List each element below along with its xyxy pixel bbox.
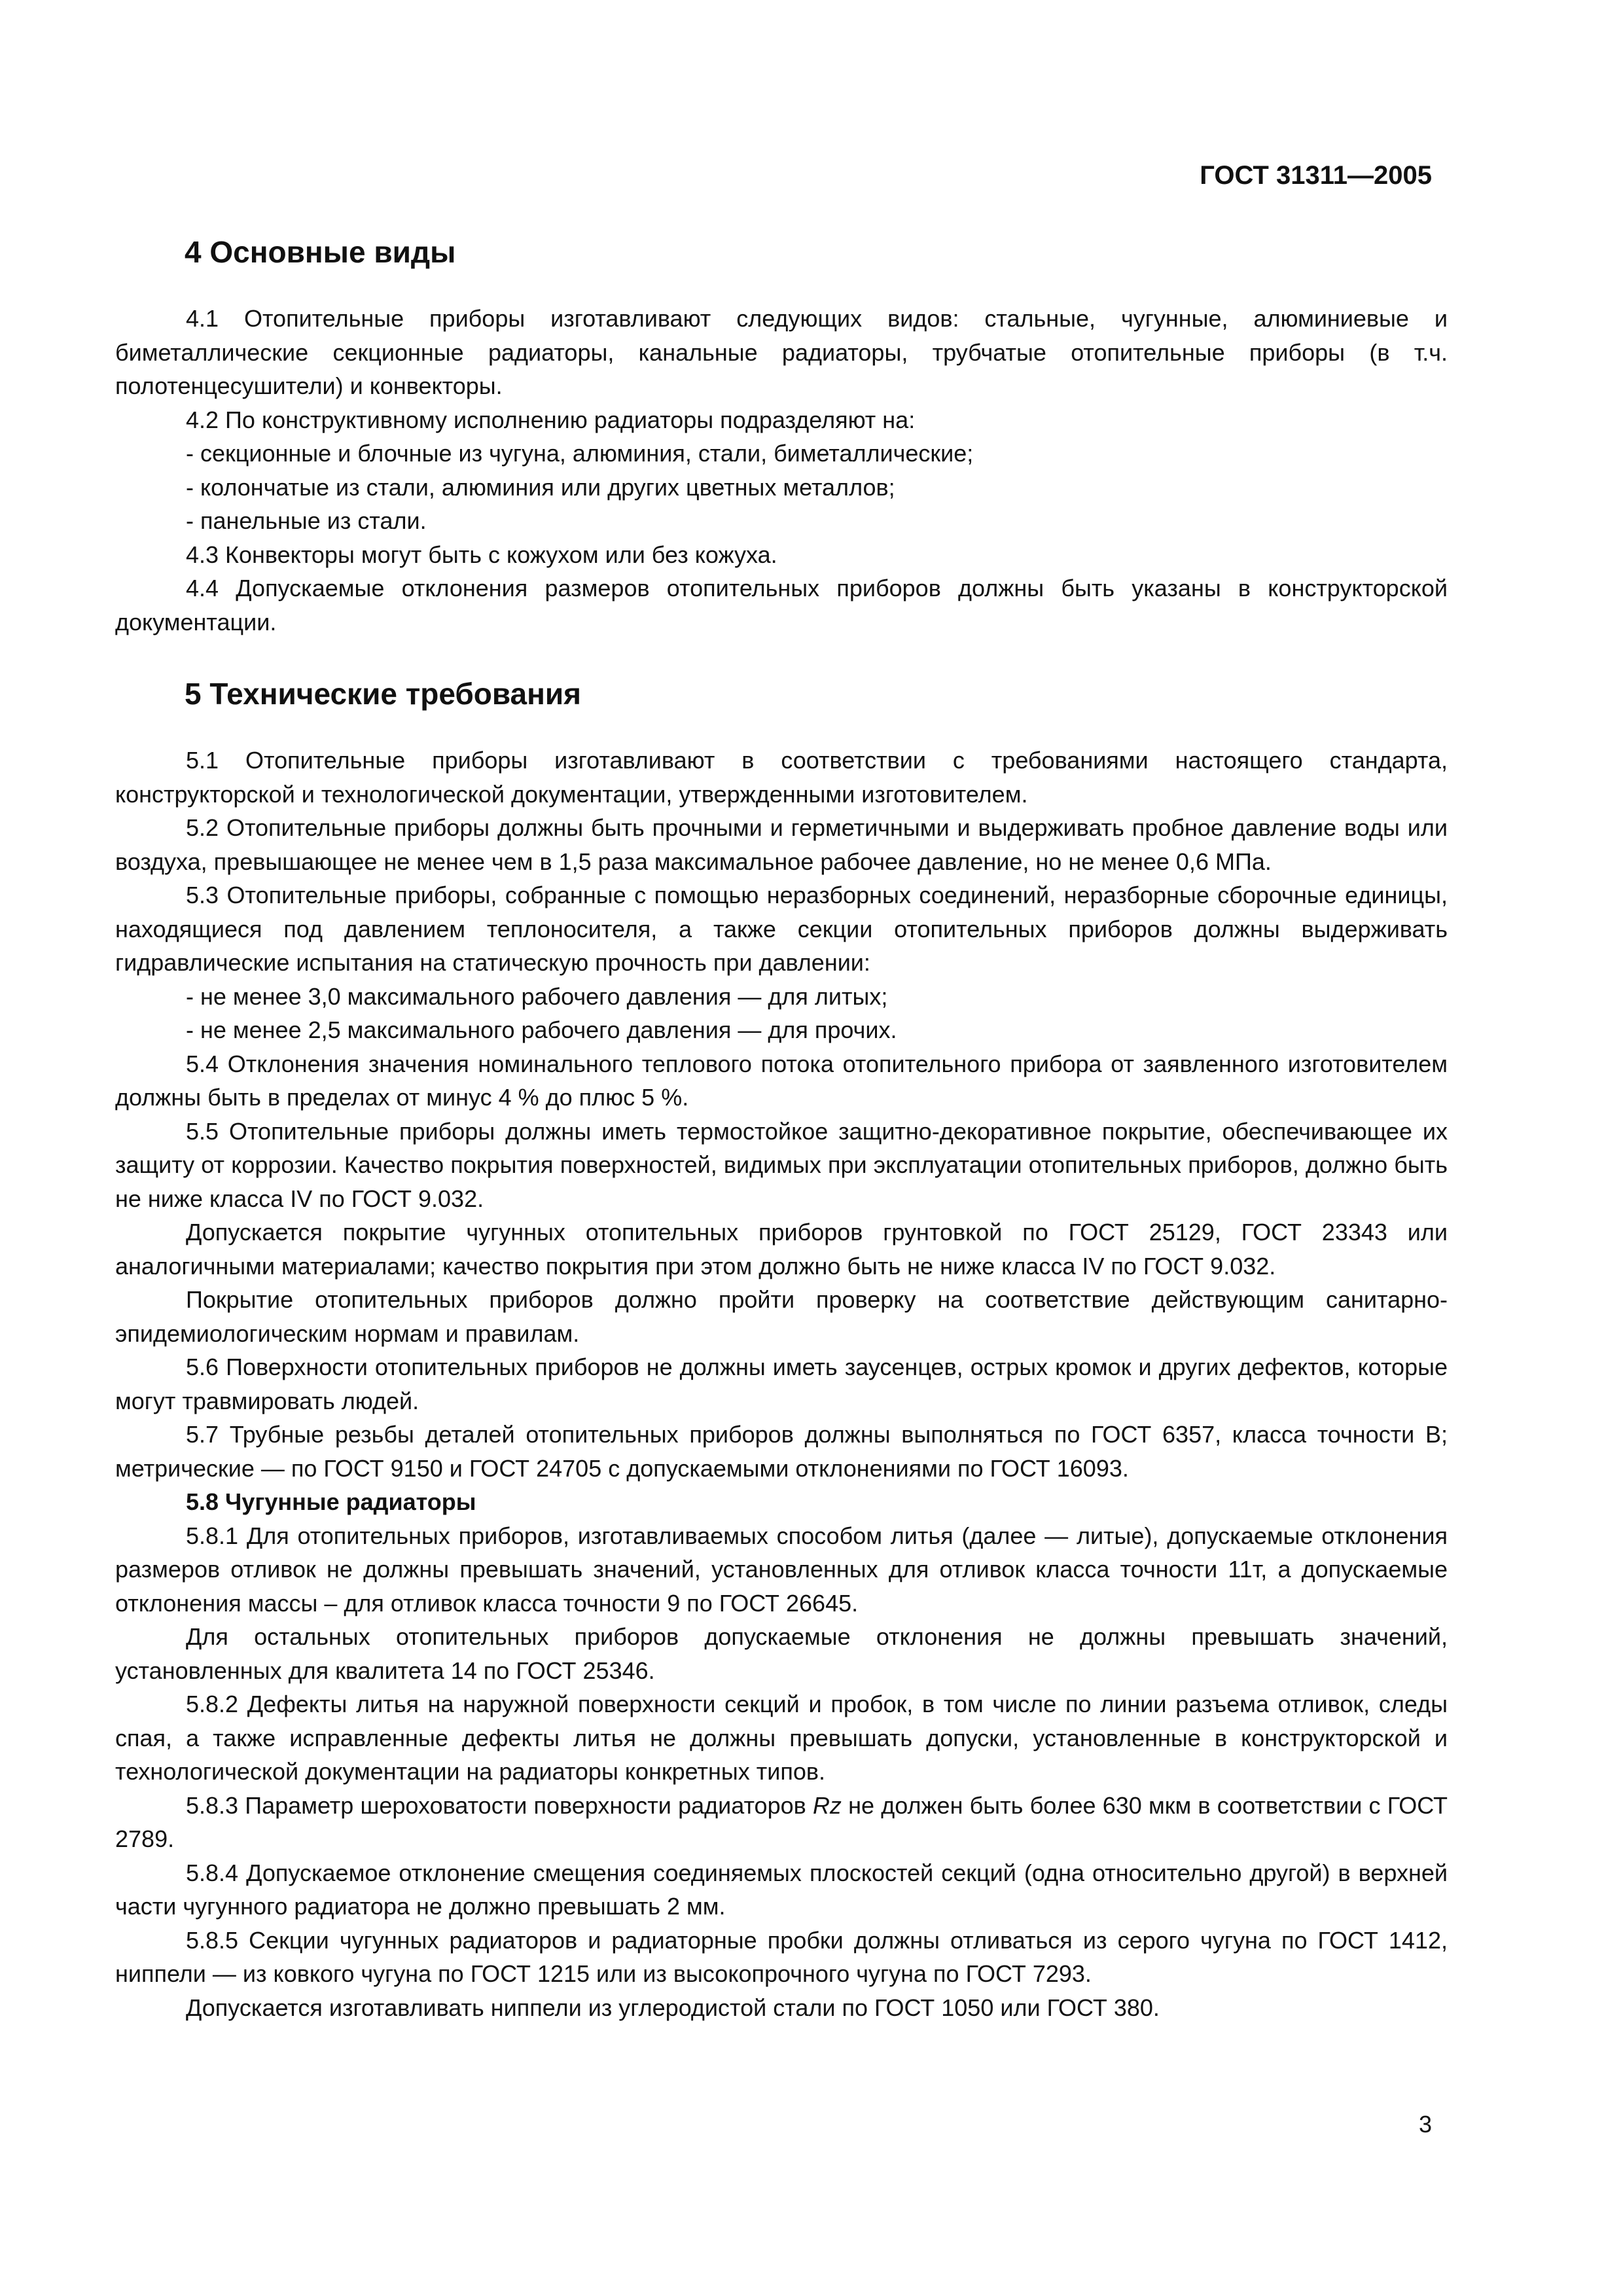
paragraph-5-2: 5.2 Отопительные приборы должны быть прочными и герметичными и выдерживать пробное давление воды или воздуха, превышающее не менее чем в 1,5 раза максимальное рабочее давление, но не менее 0,6 МПа.: [115, 814, 1448, 875]
paragraph-4-3: 4.3 Конвекторы могут быть с кожухом или без кожуха.: [186, 541, 777, 568]
paragraph-5-3: 5.3 Отопительные приборы, собранные с помощью неразборных соединений, неразборные сборочные единицы, находящиеся под давлением теплоносителя, а также секции отопительных приборов должны выдерживать гидравлические испытания на статическую прочность при давлении:: [115, 882, 1448, 976]
list-item-5-3-a: - не менее 3,0 максимального рабочего давления — для литых;: [186, 982, 888, 1010]
paragraph-5-8-3: [115, 1789, 1448, 1856]
paragraph-5-8-3-end: не должен быть более 630 мкм в соответствии с ГОСТ 2789.: [115, 1791, 1448, 1852]
paragraph-4-2: 4.2 По конструктивному исполнению радиаторы подразделяют на:: [186, 406, 916, 433]
list-item-4-2-a: - секционные и блочные из чугуна, алюминия, стали, биметаллические;: [186, 440, 974, 467]
paragraph-5-7: 5.7 Трубные резьбы деталей отопительных приборов должны выполняться по ГОСТ 6357, класса точности В; метрические — по ГОСТ 9150 и ГОСТ 24705 с допускаемыми отклонениями по ГОСТ 16093.: [115, 1421, 1448, 1482]
paragraph-5-8-2: 5.8.2 Дефекты литья на наружной поверхности секций и пробок, в том числе по линии разъема отливок, следы спая, а также исправленные дефекты литья не должны превышать допуски, установленные в конструкторской и технологической документации на радиаторы конкретных типов.: [115, 1691, 1448, 1785]
paragraph-5-8-4: 5.8.4 Допускаемое отклонение смещения соединяемых плоскостей секций (одна относительно другой) в верхней части чугунного радиатора не должно превышать 2 мм.: [115, 1859, 1448, 1920]
paragraph-4-4: 4.4 Допускаемые отклонения размеров отопительных приборов должны быть указаны в конструкторской документации.: [115, 575, 1448, 636]
paragraph-5-8-3-start: 5.8.3 Параметр шероховатости поверхности радиаторов: [186, 1791, 813, 1819]
list-item-4-2-c: - панельные из стали.: [186, 507, 427, 534]
paragraph-5-8-1-b: Для остальных отопительных приборов допускаемые отклонения не должны превышать значений, установленных для квалитета 14 по ГОСТ 25346.: [115, 1623, 1448, 1684]
list-item-5-3-b: - не менее 2,5 максимального рабочего давления — для прочих.: [186, 1016, 897, 1043]
section-4-title: 4 Основные виды: [185, 235, 456, 269]
roughness-parameter-symbol: Rz: [812, 1791, 842, 1819]
paragraph-5-8-5: 5.8.5 Секции чугунных радиаторов и радиаторные пробки должны отливаться из серого чугуна по ГОСТ 1412, ниппели — из ковкого чугуна по ГОСТ 1215 или из высокопрочного чугуна по ГОСТ 7293.: [115, 1926, 1448, 1987]
document-code-header: ГОСТ 31311—2005: [1200, 161, 1432, 190]
page-number: 3: [1418, 2111, 1432, 2138]
subsection-5-8-title: 5.8 Чугунные радиаторы: [186, 1488, 476, 1515]
paragraph-5-5: 5.5 Отопительные приборы должны иметь термостойкое защитно-декоративное покрытие, обеспечивающее их защиту от коррозии. Качество покрытия поверхностей, видимых при эксплуатации отопительных приборов, должно быть не ниже класса IV по ГОСТ 9.032.: [115, 1117, 1448, 1212]
paragraph-5-4: 5.4 Отклонения значения номинального теплового потока отопительного прибора от заявленного изготовителем должны быть в пределах от минус 4 % до плюс 5 %.: [115, 1050, 1448, 1111]
paragraph-5-6: 5.6 Поверхности отопительных приборов не должны иметь заусенцев, острых кромок и других дефектов, которые могут травмировать людей.: [115, 1354, 1448, 1414]
document-body: [115, 232, 1448, 2024]
list-item-4-2-b: - колончатые из стали, алюминия или других цветных металлов;: [186, 473, 895, 501]
paragraph-5-5-b: Допускается покрытие чугунных отопительных приборов грунтовкой по ГОСТ 25129, ГОСТ 23343 или аналогичными материалами; качество покрытия при этом должно быть не ниже класса IV по ГОСТ 9.032.: [115, 1219, 1448, 1280]
paragraph-5-5-c: Покрытие отопительных приборов должно пройти проверку на соответствие действующим санитарно-эпидемиологическим нормам и правилам.: [115, 1286, 1448, 1347]
paragraph-5-1: 5.1 Отопительные приборы изготавливают в соответствии с требованиями настоящего стандарта, конструкторской и технологической документации, утвержденными изготовителем.: [115, 747, 1448, 808]
paragraph-5-8-5-b: Допускается изготавливать ниппели из углеродистой стали по ГОСТ 1050 или ГОСТ 380.: [186, 1994, 1160, 2021]
paragraph-5-8-1: 5.8.1 Для отопительных приборов, изготавливаемых способом литья (далее — литые), допускаемые отклонения размеров отливок не должны превышать значений, установленных для отливок класса точности 11т, а допускаемые отклонения массы – для отливок класса точности 9 по ГОСТ 26645.: [115, 1522, 1448, 1617]
section-5-title: 5 Технические требования: [185, 677, 581, 711]
paragraph-4-1: 4.1 Отопительные приборы изготавливают следующих видов: стальные, чугунные, алюминиевые и биметаллические секционные радиаторы, канальные радиаторы, трубчатые отопительные приборы (в т.ч. полотенцесушители) и конвекторы.: [115, 305, 1448, 399]
